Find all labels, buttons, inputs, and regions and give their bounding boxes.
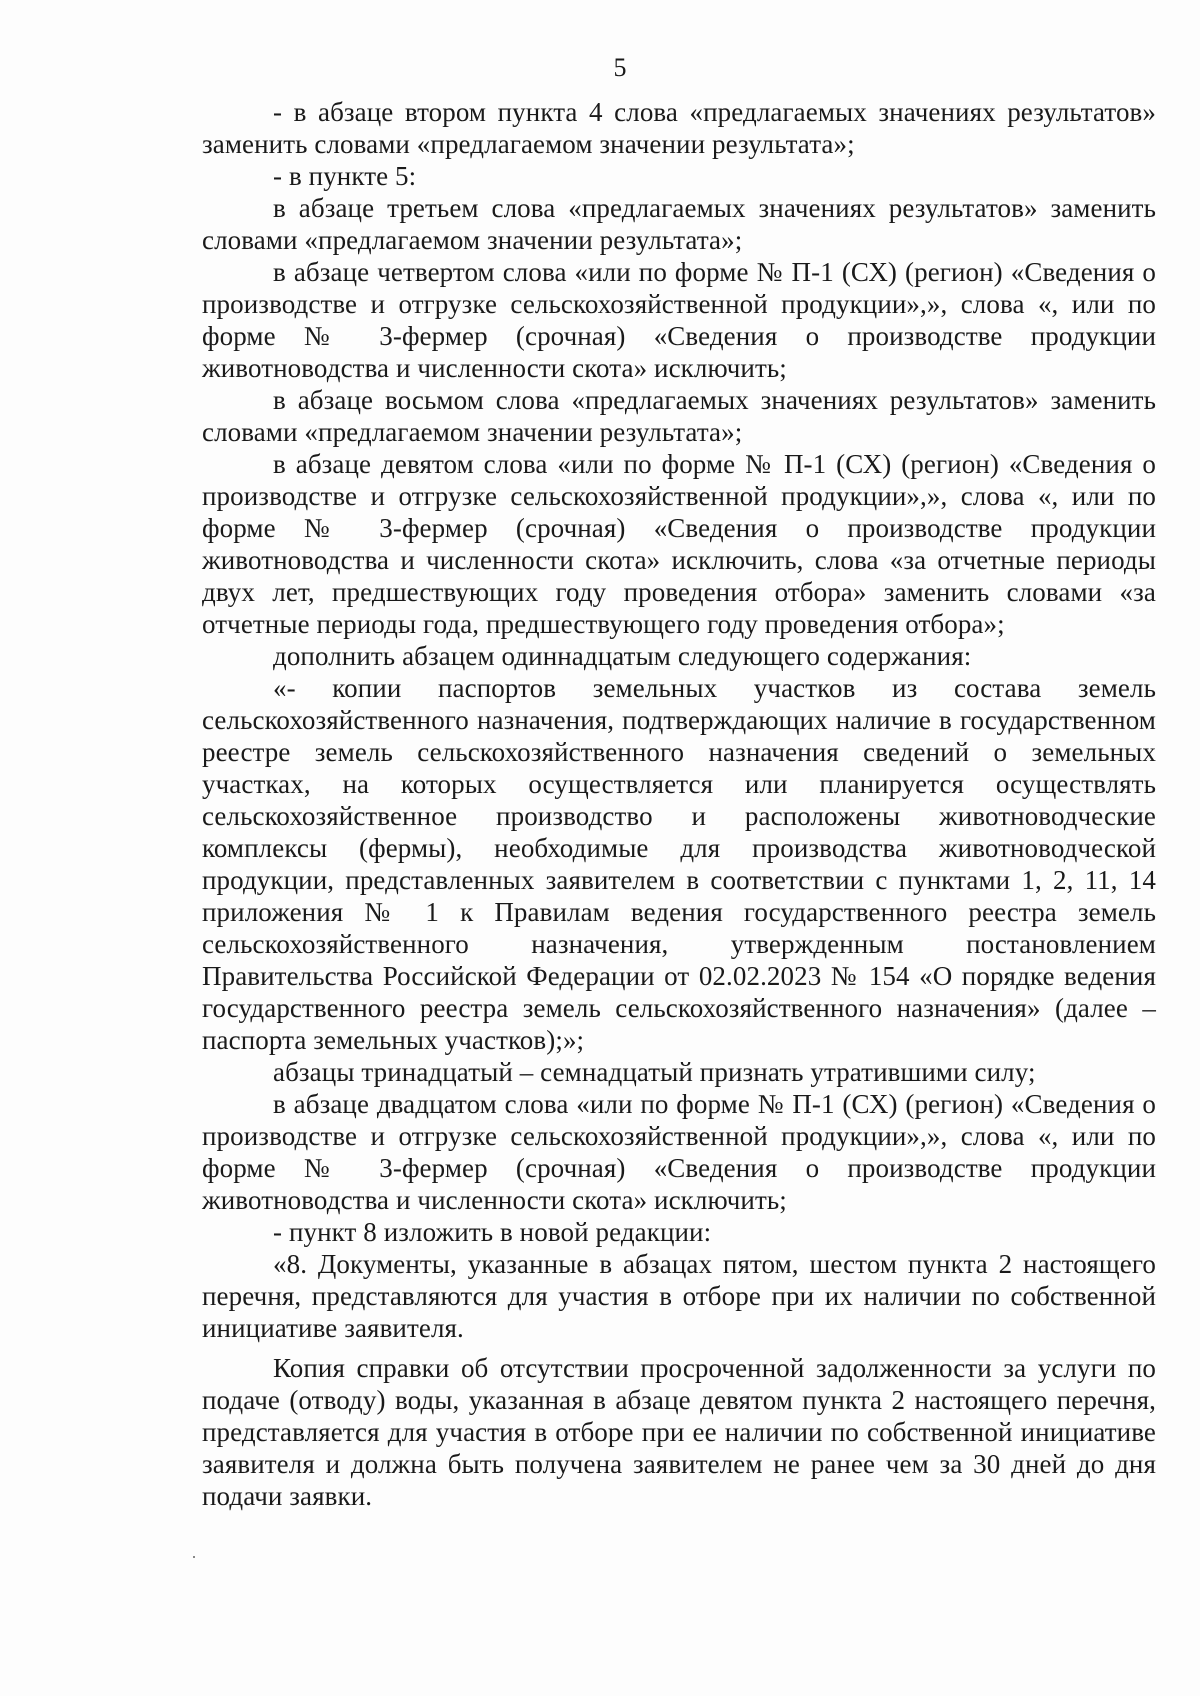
paragraph-10: в абзаце двадцатом слова «или по форме № П-1 (СХ) (регион) «Сведения о производстве и отгрузке сельскохозяйственной продукции»,», слова «, или по форме № 3-фермер (срочная) «Сведения о производстве продукции животноводства и численности скота» исключить;: [202, 1089, 1156, 1215]
paragraph-13: Копия справки об отсутствии просроченной задолженности за услуги по подаче (отводу) воды, указанная в абзаце девятом пункта 2 настоящего перечня, представляется для участия в отборе при ее наличии по собственной инициативе заявителя и должна быть получена заявителем не ранее чем за 30 дней до дня подачи заявки.: [202, 1353, 1156, 1511]
paragraph-5: в абзаце восьмом слова «предлагаемых значениях результатов» заменить словами «предлагаемом значении результата»;: [202, 385, 1156, 447]
paragraph-2: - в пункте 5:: [273, 161, 417, 191]
paragraph-9: абзацы тринадцатый – семнадцатый признать утратившими силу;: [273, 1057, 1036, 1087]
page-number: 5: [613, 53, 627, 82]
paragraph-7: дополнить абзацем одиннадцатым следующего содержания:: [273, 641, 972, 671]
paragraph-6: в абзаце девятом слова «или по форме № П-1 (СХ) (регион) «Сведения о производстве и отгрузке сельскохозяйственной продукции»,», слова «, или по форме № 3-фермер (срочная) «Сведения о производстве продукции животноводства и численности скота» исключить, слова «за отчетные периоды двух лет, предшествующих году проведения отбора» заменить словами «за отчетные периоды года, предшествующего году проведения отбора»;: [202, 449, 1156, 639]
paragraph-11: - пункт 8 изложить в новой редакции:: [273, 1217, 712, 1247]
paragraph-1: - в абзаце втором пункта 4 слова «предлагаемых значениях результатов» заменить словами «предлагаемом значении результата»;: [202, 97, 1156, 159]
paragraph-4: в абзаце четвертом слова «или по форме № П-1 (СХ) (регион) «Сведения о производстве и отгрузке сельскохозяйственной продукции»,», слова «, или по форме № 3-фермер (срочная) «Сведения о производстве продукции животноводства и численности скота» исключить;: [202, 257, 1156, 383]
document-body: [202, 96, 1156, 1512]
paragraph-8: «- копии паспортов земельных участков из состава земель сельскохозяйственного назначения, подтверждающих наличие в государственном реестре земель сельскохозяйственного назначения сведений о земельных участках, на которых осуществляется или планируется осуществлять сельскохозяйственное производство и расположены животноводческие комплексы (фермы), необходимые для производства животноводческой продукции, представленных заявителем в соответствии с пунктами 1, 2, 11, 14 приложения № 1 к Правилам ведения государственного реестра земель сельскохозяйственного назначения, утвержденным постановлением Правительства Российской Федерации от 02.02.2023 № 154 «О порядке ведения государственного реестра земель сельскохозяйственного назначения» (далее – паспорта земельных участков);»;: [202, 673, 1156, 1055]
paragraph-3: в абзаце третьем слова «предлагаемых значениях результатов» заменить словами «предлагаемом значении результата»;: [202, 193, 1156, 255]
paragraph-12: «8. Документы, указанные в абзацах пятом, шестом пункта 2 настоящего перечня, представляются для участия в отборе при их наличии по собственной инициативе заявителя.: [202, 1249, 1156, 1343]
scan-speck: [193, 1556, 195, 1558]
